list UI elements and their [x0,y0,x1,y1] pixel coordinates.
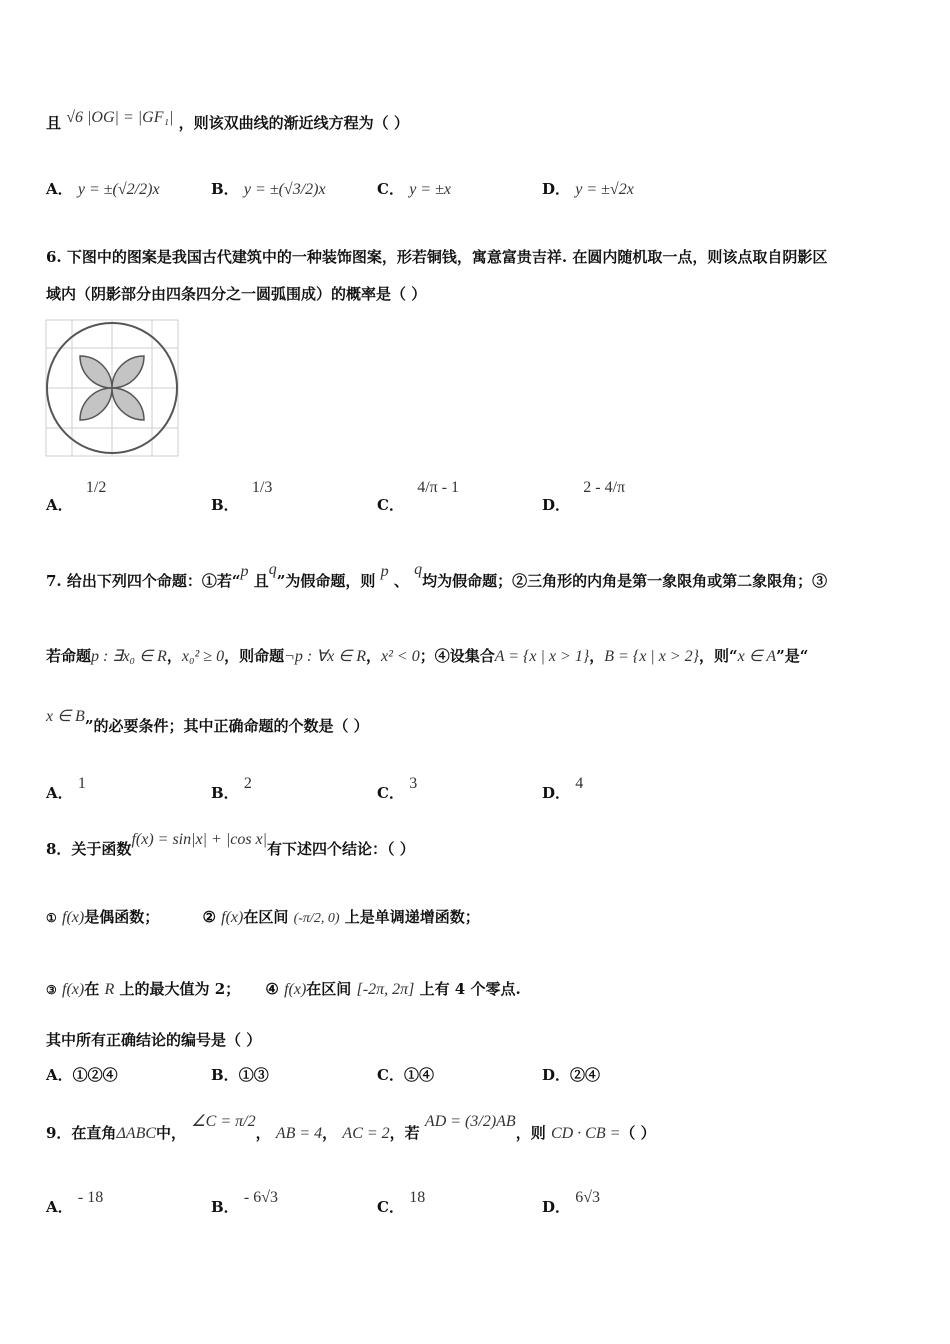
q7-math: A = {x | x > 1} [494,648,590,665]
q7-stem-line1 [46,561,828,591]
intro-math: √6 |OG| = |GF₁| [66,109,174,126]
option-label: A． [46,1066,73,1084]
q8-option-d[interactable] [542,1064,600,1085]
q8-conclusions-1-2 [46,906,480,927]
q8-interval: (-π/2, 0) [293,911,340,926]
q8-mark: ② [202,908,216,926]
option-math: y = ±(√3/2)x [243,181,326,198]
option-math: 1 [77,775,86,792]
option-label: D． [542,496,571,514]
option-label: A． [46,496,73,514]
option-math: 6√3 [575,1189,601,1206]
q8-mark: ③ [46,983,57,997]
q9-math: ΔABC [116,1125,157,1142]
option-label: C． [377,496,404,514]
q6-option-c[interactable] [377,476,460,514]
q7-math: x ∈ A [737,648,777,665]
q6-option-a[interactable] [46,476,107,514]
option-label: B． [211,180,239,198]
option-text: ①④ [403,1066,434,1084]
q7-text: 且 [253,572,269,590]
q7-text: 均为假命题；②三角形的内角是第一象限角或第二象限角；③ [422,572,828,590]
option-label: C． [377,1198,404,1216]
option-label: B． [211,496,239,514]
q8-text: 在区间 [243,908,289,926]
q5-option-b[interactable] [211,178,326,199]
q8-stem [46,831,415,859]
q9-text: ，若 [389,1124,420,1142]
q9-math: ∠C = π/2 [191,1113,256,1130]
q5-option-d[interactable] [542,178,634,199]
option-label: A． [46,180,73,198]
option-math: 1/2 [85,479,107,496]
q7-math: x ∈ B [46,708,85,725]
option-label: D． [542,1066,571,1084]
q7-math: B = {x | x > 2} [604,648,699,665]
q7-option-d[interactable] [542,772,584,802]
q7-var-p: p [240,563,249,580]
q8-math: f(x) [221,909,244,926]
q9-text: ， [322,1124,338,1142]
q8-math: f(x) [62,981,85,998]
coin-pattern-image [44,318,180,458]
q6-stem-line2: 域内（阴影部分由四条四分之一圆弧围成）的概率是（ ） [46,285,427,303]
option-label: B． [211,1198,239,1216]
option-label: D． [542,784,571,802]
option-math: 4/π - 1 [417,479,460,496]
q7-var-q: q [414,561,423,578]
q8-math: R [104,981,115,998]
option-math: - 6√3 [243,1189,279,1206]
q7-text: ，则命题 [224,647,285,665]
q8-math: f(x) [284,981,307,998]
q6-option-b[interactable] [211,476,273,514]
option-label: C． [377,1066,404,1084]
q7-math: p : ∃x₀ ∈ R [91,648,167,665]
q8-text: 在区间 [306,980,352,998]
option-math: 1/3 [251,479,273,496]
option-text: ②④ [570,1066,601,1084]
q8-text: 上的最大值为 2； [119,980,241,998]
q8-mark: ④ [265,980,279,998]
q7-var-q: q [268,561,277,578]
option-math: - 18 [77,1189,104,1206]
q8-math: f(x) [62,909,85,926]
q8-mark: ① [46,911,57,925]
option-math: 2 - 4/π [583,479,626,496]
q8-text: 有下述四个结论：（ ） [267,840,415,858]
q6-stem-line1: 6. 下图中的图案是我国古代建筑中的一种装饰图案，形若铜钱，寓意富贵吉祥. 在圆内随机取一点，则该点取自阴影区 [46,248,828,266]
option-label: C． [377,180,404,198]
q9-math: CD · CB = [550,1125,621,1142]
option-math: y = ±(√2/2)x [77,181,160,198]
q8-text: 8．关于函数 [46,840,132,858]
q8-conclusions-3-4 [46,978,521,999]
option-math: y = ±x [409,181,451,198]
q9-option-c[interactable] [377,1186,426,1216]
q7-stem-line2 [46,645,808,666]
intro-line [46,109,409,133]
q8-option-c[interactable] [377,1064,434,1085]
q8-text: 上是单调递增函数； [344,908,480,926]
q9-text: 9．在直角 [46,1124,117,1142]
q8-option-a[interactable] [46,1064,118,1085]
q9-math: AD = (3/2)AB [424,1113,516,1130]
q9-text: ， [255,1124,271,1142]
q8-summary: 其中所有正确结论的编号是（ ） [46,1031,262,1049]
q8-function: f(x) = sin|x| + |cos x| [131,831,268,848]
intro-suffix: ，则该双曲线的渐近线方程为（ ） [178,114,409,132]
q7-math: x₀² ≥ 0 [181,648,225,665]
q7-text: 若命题 [46,647,92,665]
q9-stem [46,1113,656,1143]
option-text: ①②④ [72,1066,118,1084]
q7-math: ¬p : ∀x ∈ R [284,648,366,665]
q7-var-p: p [380,563,389,580]
q7-text: ， [589,647,605,665]
q5-option-c[interactable] [377,178,451,199]
q7-text: 7. 给出下列四个命题：①若“ [46,572,241,590]
q7-math: x² < 0 [381,648,420,665]
q5-option-a[interactable] [46,178,160,199]
q7-text: ；④设集合 [419,647,495,665]
q6-option-d[interactable] [542,476,626,514]
option-label: D． [542,1198,571,1216]
q9-text: 中， [156,1124,187,1142]
option-math: 4 [575,775,584,792]
q7-text: ”是“ [776,647,809,665]
q9-option-d[interactable] [542,1186,601,1216]
q9-math: AB = 4 [275,1125,323,1142]
q9-math: AC = 2 [342,1125,390,1142]
q7-text: ， [166,647,182,665]
q9-option-a[interactable] [46,1186,104,1216]
q8-interval: [-2π, 2π] [356,981,415,998]
q7-text: 、 [393,572,409,590]
q7-text: ， [366,647,382,665]
q8-text: 是偶函数； [84,908,160,926]
option-math: 18 [409,1189,426,1206]
q9-text: ，则 [515,1124,546,1142]
option-text: ①③ [238,1066,269,1084]
option-label: A． [46,1198,73,1216]
intro-prefix: 且 [46,114,62,132]
option-math: 2 [243,775,252,792]
option-label: C． [377,784,404,802]
q9-option-b[interactable] [211,1186,279,1216]
q7-text: ”为假命题，则 [276,572,376,590]
q7-option-c[interactable] [377,772,418,802]
option-math: 3 [409,775,418,792]
q7-text: ”的必要条件；其中正确命题的个数是（ ） [84,717,369,735]
option-math: y = ±√2x [575,181,634,198]
q8-text: 上有 4 个零点. [419,980,521,998]
copper-coin-figure [44,318,180,458]
q9-text: （ ） [620,1124,656,1142]
option-label: A． [46,784,73,802]
q7-text: ，则“ [699,647,738,665]
q8-option-b[interactable] [211,1064,269,1085]
q7-stem-line3 [46,708,369,736]
q7-option-b[interactable] [211,772,252,802]
q8-text: 在 [84,980,100,998]
q7-option-a[interactable] [46,772,86,802]
option-label: D． [542,180,571,198]
option-label: B． [211,1066,239,1084]
option-label: B． [211,784,239,802]
